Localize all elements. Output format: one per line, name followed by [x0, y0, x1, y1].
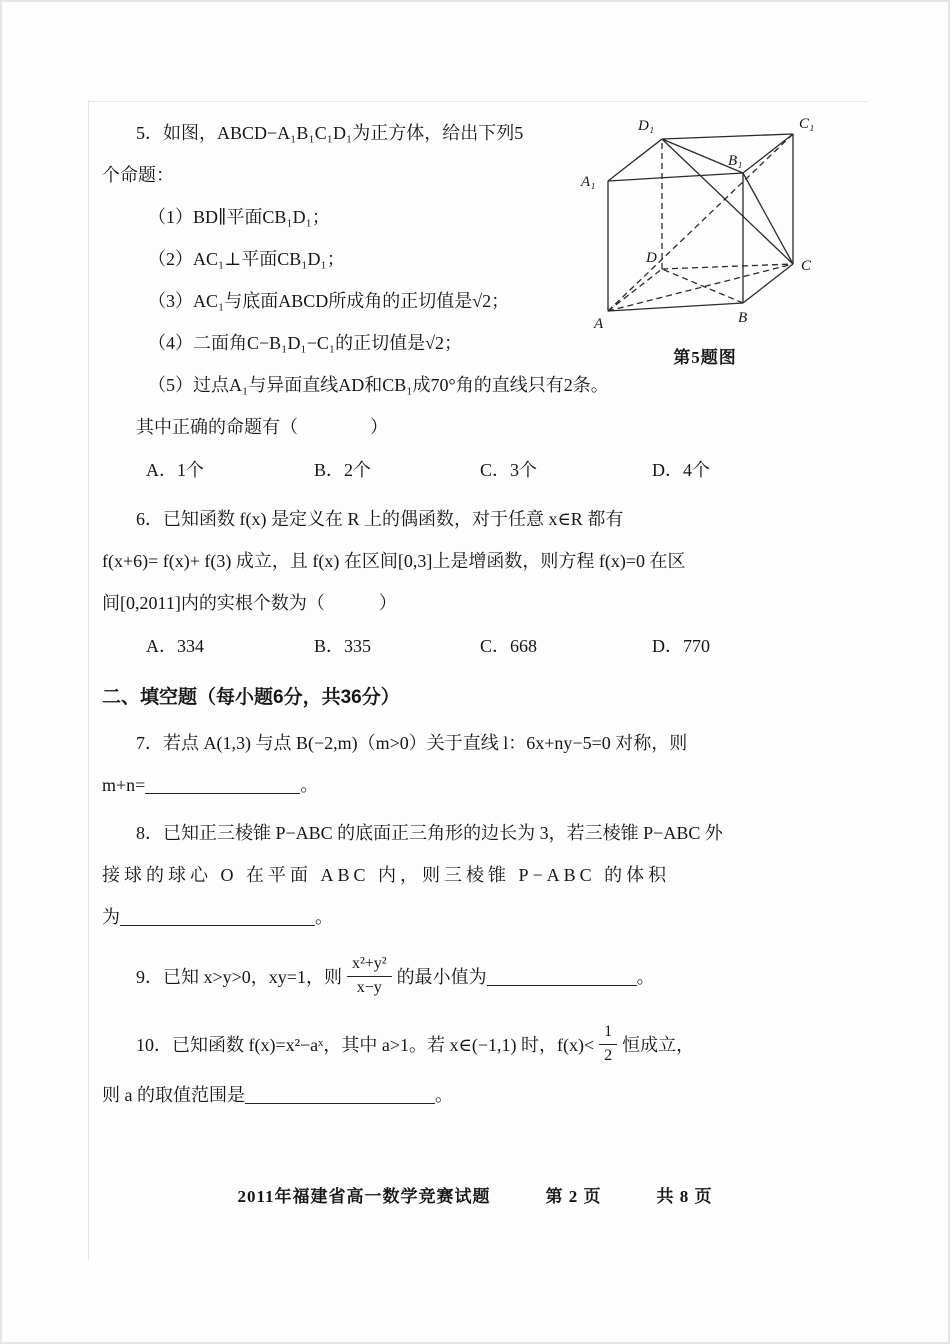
question-8-line2: 接球的球心 O 在平面 ABC 内，则三棱锥 P−ABC 的体积	[102, 865, 671, 885]
question-6-choices	[102, 624, 870, 668]
choice-c: C．668	[480, 636, 538, 656]
fraction-denominator: x−y	[356, 978, 382, 996]
fraction	[347, 954, 392, 999]
vertex-label-a: A	[594, 316, 604, 332]
question-10-answer-lead: 则 a 的取值范围是	[102, 1085, 245, 1105]
question-10-pre: 10．已知函数 f(x)=x²−aˣ，其中 a>1。若 x∈(−1,1) 时，f(x)<	[136, 1035, 595, 1055]
question-7-line2	[102, 764, 870, 806]
question-10-post: 恒成立，	[622, 1035, 695, 1055]
question-7-line1: 7．若点 A(1,3) 与点 B(−2,m)（m>0）关于直线 l：6x+ny−5=0 对称，则	[136, 733, 688, 753]
scan-artifact-left	[88, 100, 89, 1260]
question-9-period: 。	[636, 967, 655, 987]
vertex-label-c: C	[801, 258, 812, 274]
section-2-heading: 二、填空题（每小题6分，共36分）	[102, 687, 400, 708]
choice-c: C．3个	[480, 460, 538, 480]
scan-artifact-top	[88, 101, 868, 102]
question-5-prompt: 其中正确的命题有（ ）	[136, 417, 388, 437]
question-6-line3: 间[0,2011]内的实根个数为（ ）	[102, 593, 397, 613]
page-footer	[0, 1182, 950, 1207]
choice-b: B．335	[314, 636, 372, 656]
question-7-answer-lead: m+n=	[102, 775, 146, 795]
question-5-stem-line2: 个命题：	[102, 165, 174, 185]
choice-d: D．770	[652, 636, 710, 656]
footer-total-pages: 共 8 页	[656, 1187, 713, 1206]
question-8-line3	[102, 896, 870, 938]
question-10-period: 。	[435, 1085, 453, 1105]
vertex-label-c1: C₁	[799, 116, 815, 132]
answer-blank-q8	[120, 907, 315, 926]
proposition-1: （1）BD∥平面CB₁D₁；	[148, 207, 330, 227]
vertex-label-b1: B₁	[728, 153, 743, 169]
proposition-2: （2）AC₁⊥平面CB₁D₁；	[148, 249, 345, 269]
answer-blank-q9	[487, 967, 637, 986]
fraction-numerator: x²+y²	[347, 954, 392, 977]
footer-page-number: 第 2 页	[545, 1187, 602, 1206]
vertex-label-a1: A₁	[581, 174, 596, 190]
choice-a: A．1个	[146, 460, 204, 480]
question-9-mid: 的最小值为	[396, 967, 487, 987]
choice-a: A．334	[146, 636, 204, 656]
proposition-4: （4）二面角C−B₁D₁−C₁的正切值是√2；	[148, 333, 463, 353]
answer-blank-q7	[145, 775, 300, 794]
question-10-line2	[102, 1074, 870, 1116]
fraction-numerator: 1	[599, 1022, 617, 1045]
answer-blank-q10	[245, 1085, 435, 1104]
fraction	[599, 1022, 617, 1067]
choice-d: D．4个	[652, 460, 710, 480]
choice-b: B．2个	[314, 460, 372, 480]
question-8-answer-lead: 为	[102, 907, 120, 927]
page-content	[102, 112, 870, 1116]
question-8-period: 。	[315, 907, 333, 927]
proposition-5: （5）过点A₁与异面直线AD和CB₁成70°角的直线只有2条。	[148, 375, 609, 395]
question-5-choices	[102, 448, 870, 492]
vertex-label-d: D	[646, 250, 657, 266]
question-6-line2: f(x+6)= f(x)+ f(3) 成立，且 f(x) 在区间[0,3]上是增函数，则方程 f(x)=0 在区	[102, 551, 686, 571]
question-8-line1: 8．已知正三棱锥 P−ABC 的底面正三角形的边长为 3，若三棱锥 P−ABC 外	[136, 823, 723, 843]
proposition-3: （3）AC₁与底面ABCD所成角的正切值是√2；	[148, 291, 510, 311]
figure-caption: 第5题图	[673, 348, 737, 367]
question-10-line1	[102, 1014, 870, 1074]
question-9-line	[102, 946, 870, 1006]
vertex-label-d1: D₁	[638, 118, 655, 134]
question-9-pre: 9．已知 x>y>0，xy=1，则	[136, 967, 342, 987]
vertex-label-b: B	[738, 310, 748, 326]
question-7-period: 。	[300, 775, 319, 795]
question-5-stem-line1: 5．如图，ABCD−A₁B₁C₁D₁为正方体，给出下列5	[136, 123, 524, 143]
footer-exam-title: 2011年福建省高一数学竞赛试题	[237, 1187, 491, 1206]
question-6-line1: 6．已知函数 f(x) 是定义在 R 上的偶函数，对于任意 x∈R 都有	[136, 509, 624, 529]
fraction-denominator: 2	[604, 1046, 613, 1064]
